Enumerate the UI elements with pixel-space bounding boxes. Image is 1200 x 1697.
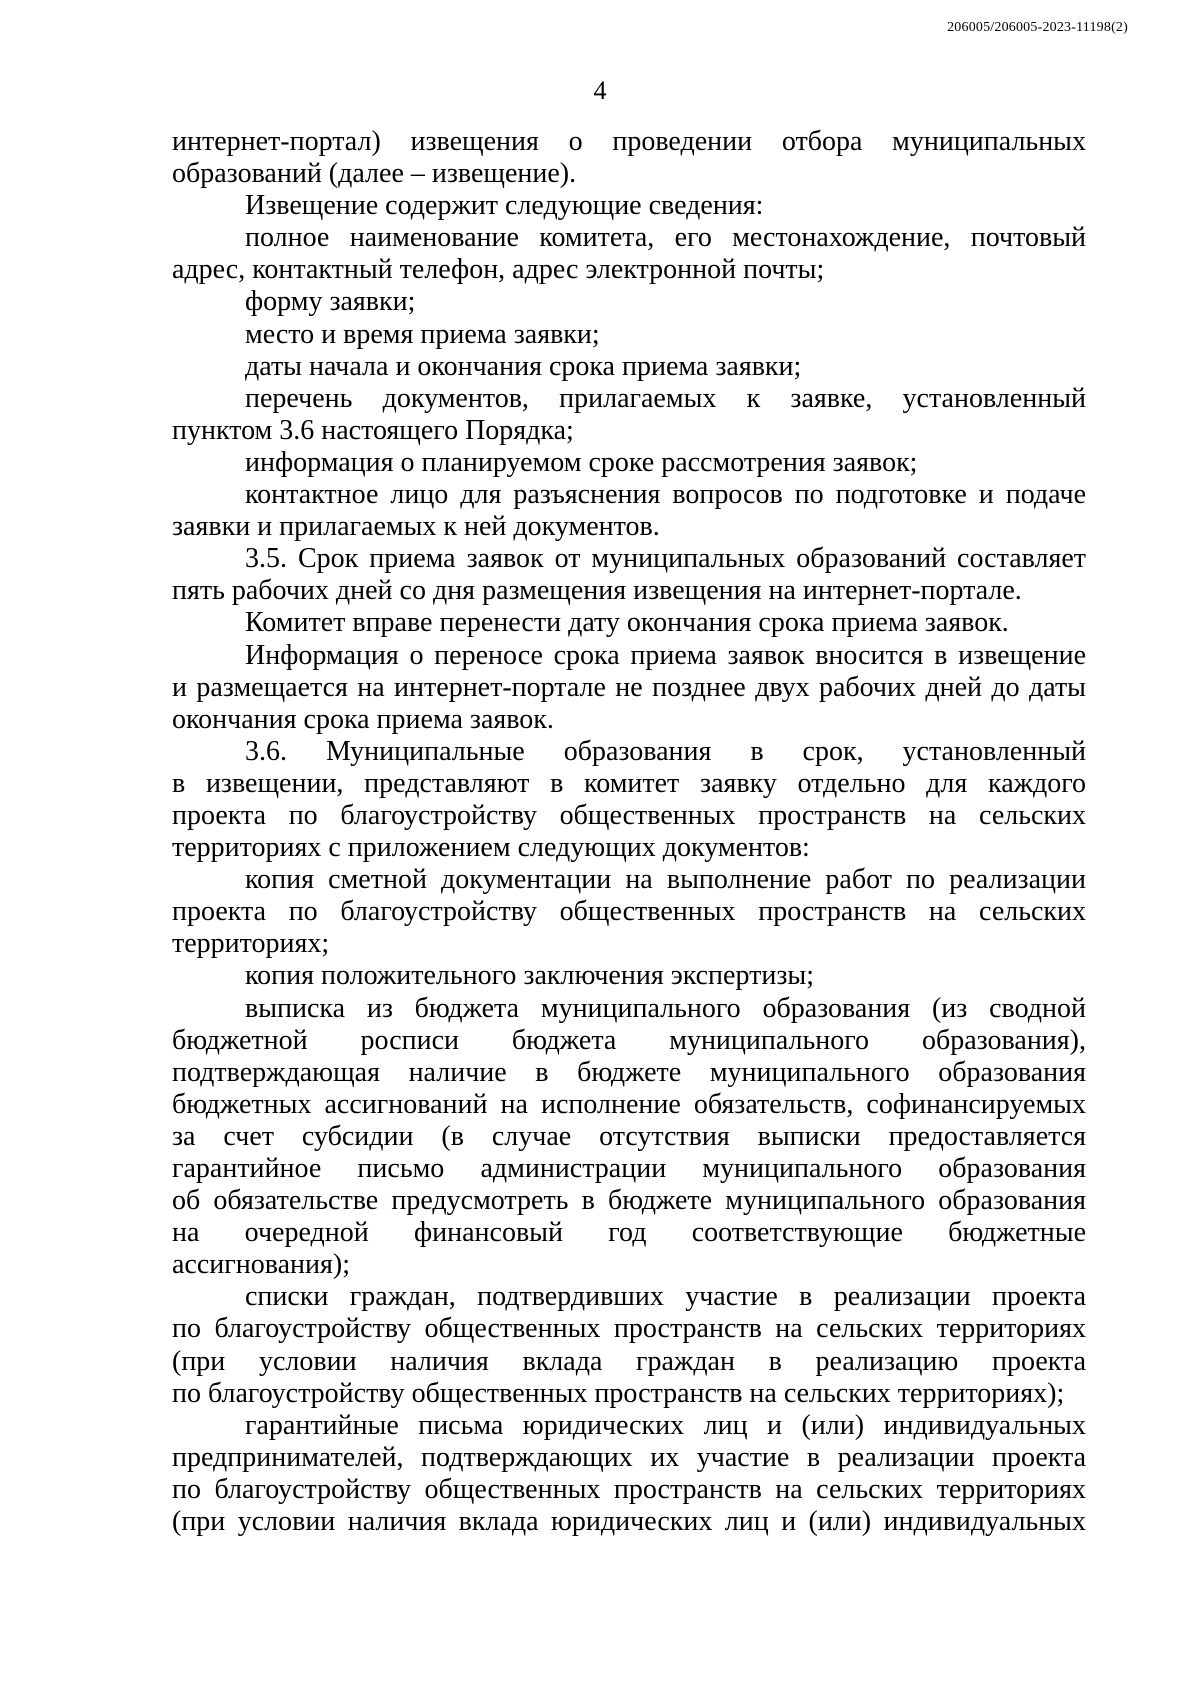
text-line: и размещается на интернет-портале не позднее двух рабочих дней до даты	[172, 671, 1086, 703]
text-line: бюджетной росписи бюджета муниципального образования),	[172, 1024, 1086, 1056]
text-line: пять рабочих дней со дня размещения извещения на интернет-портале.	[172, 575, 1022, 607]
text-line: копия положительного заключения экспертизы;	[245, 960, 814, 992]
text-line: гарантийное письмо администрации муниципального образования	[172, 1153, 1086, 1184]
text-line: Комитет вправе перенести дату окончания срока приема заявок.	[245, 607, 1009, 639]
text-line: по благоустройству общественных пространств на сельских территориях	[172, 1473, 1086, 1505]
text-line: предпринимателей, подтверждающих их участие в реализации проекта	[172, 1441, 1086, 1473]
text-line: 3.5. Срок приема заявок от муниципальных образований составляет	[245, 543, 1086, 575]
text-line: форму заявки;	[245, 286, 416, 318]
text-line: Информация о переносе срока приема заявок вносится в извещение	[245, 639, 1086, 671]
text-line: образований (далее – извещение).	[172, 158, 577, 190]
text-line: 3.6. Муниципальные образования в срок, установленный	[245, 735, 1086, 767]
text-line: за счет субсидии (в случае отсутствия выписки предоставляется	[172, 1120, 1086, 1152]
text-line: Извещение содержит следующие сведения:	[245, 190, 764, 222]
text-line: перечень документов, прилагаемых к заявке, установленный	[245, 382, 1086, 414]
text-line: место и время приема заявки;	[245, 318, 600, 350]
text-line: интернет-портал) извещения о проведении отбора муниципальных	[172, 126, 1086, 157]
text-line: проекта по благоустройству общественных пространств на сельских	[172, 896, 1086, 928]
text-line: копия сметной документации на выполнение работ по реализации	[245, 864, 1086, 896]
text-line: полное наименование комитета, его местонахождение, почтовый	[245, 222, 1086, 254]
text-line: гарантийные письма юридических лиц и (или) индивидуальных	[245, 1409, 1086, 1441]
text-line: ассигнования);	[172, 1249, 350, 1281]
text-line: заявки и прилагаемых к ней документов.	[172, 511, 660, 543]
text-line: окончания срока приема заявок.	[172, 703, 554, 735]
text-line: (при условии наличия вклада юридических лиц и (или) индивидуальных	[172, 1506, 1086, 1538]
text-line: адрес, контактный телефон, адрес электронной почты;	[172, 254, 825, 286]
text-line: информация о планируемом сроке рассмотрения заявок;	[245, 446, 918, 478]
text-line: на очередной финансовый год соответствующие бюджетные	[172, 1217, 1086, 1249]
text-line: (при условии наличия вклада граждан в реализацию проекта	[172, 1345, 1086, 1377]
text-line: списки граждан, подтвердивших участие в реализации проекта	[245, 1281, 1086, 1313]
text-line: по благоустройству общественных пространств на сельских территориях);	[172, 1377, 1065, 1409]
text-line: даты начала и окончания срока приема заявки;	[245, 350, 802, 382]
text-line: об обязательстве предусмотреть в бюджете муниципального образования	[172, 1185, 1086, 1217]
text-line: бюджетных ассигнований на исполнение обязательств, софинансируемых	[172, 1088, 1086, 1120]
document-body	[172, 126, 1086, 1538]
text-line: территориях;	[172, 928, 330, 960]
text-line: контактное лицо для разъяснения вопросов по подготовке и подаче	[245, 479, 1086, 511]
text-line: территориях с приложением следующих документов:	[172, 832, 810, 864]
page-number: 4	[593, 76, 607, 105]
text-line: проекта по благоустройству общественных пространств на сельских	[172, 799, 1086, 831]
text-line: в извещении, представляют в комитет заявку отдельно для каждого	[172, 767, 1086, 799]
document-registration-number: 206005/206005-2023-11198(2)	[947, 20, 1128, 35]
text-line: выписка из бюджета муниципального образования (из сводной	[245, 992, 1086, 1024]
text-line: по благоустройству общественных пространств на сельских территориях	[172, 1313, 1086, 1345]
text-line: пунктом 3.6 настоящего Порядка;	[172, 414, 574, 446]
text-line: подтверждающая наличие в бюджете муниципального образования	[172, 1056, 1086, 1088]
